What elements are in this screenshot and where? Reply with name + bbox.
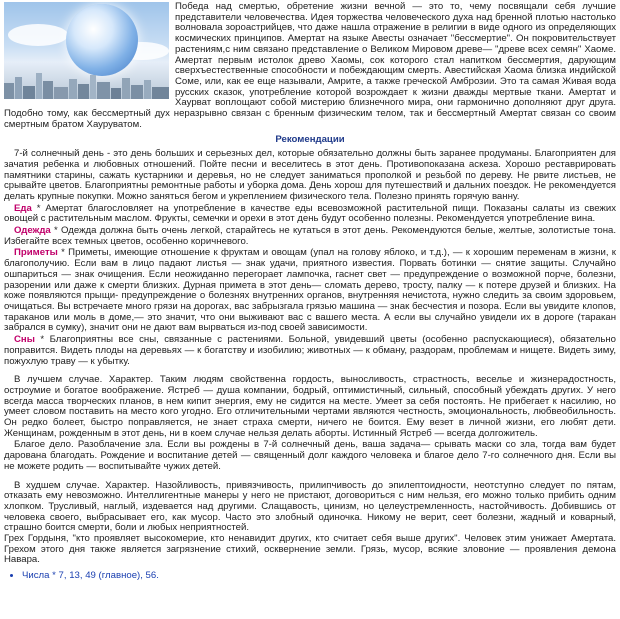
clothes-text: * Одежда должна быть очень легкой, старайтесь не кутаться в этот день. Рекомендуются белые, желтые, золотистые тона. Избегайте всех темных цветов, особенно коричневого. xyxy=(4,225,616,247)
worst-case-paragraph: В худшем случае. Характер. Назойливость, привязчивость, прилипчивость до эпилептоидности, неотступно следует по пятам, отказать ему невозможно. Интеллигентные манеры у него не пристают, договориться с ним нельзя, его можно только прибить одним хлопком. Трусливый, наглый, издевается над другими. Слащавость, цинизм, но целеустремленность, настойчивость. Добившись от человека своего, выбрасывает его, как мусор. Часто это злобный одиночка. Никому не верит, сеет болезни, жадный и коварный, страшно боится смерти, боли и любых неприятностей. xyxy=(4,479,616,534)
header-image xyxy=(4,2,169,99)
clothes-label: Одежда xyxy=(14,225,51,237)
clothes-section xyxy=(4,226,616,247)
numbers-list xyxy=(22,571,616,582)
globe-image xyxy=(66,4,138,76)
intro-text: Победа над смертью, обретение жизни вечной — это то, чему посвящали себя лучшие представители человечества. Идея торжества человеческого духа над бренной плотью настолько волновала зороастрийцев, что даже нашла отражение в религии в виде одного из определяющих космических принципов. Амертат на языке Авесты означает "бессмертие". Он покровительствует растениям,с ним связано представление о Великом Мировом древе— "древе всех семян" Хаоме. Амертат первым истолок древо Хаомы, сок которого стал напитком бессмертия, дарующим сверхъестественные способности и побеждающим смерть. Авестийская Хаома близка индийской Соме, или, как ее еще называли, Амрите, а также греческой Амброзии. Это та самая Живая вода русских сказок, употребление которой возрождает к жизни дважды мертвые ткани. Амертат и Хаурват воплощают собой мистерию близнечного мира, они гармонично дополняют друг друга. Подобно тому, как бессмертный дух неразрывно связан с бренным физическим телом, так и бессмертный Амертат связан со своим смертным братом Хауруватом. xyxy=(4,1,616,130)
omens-text: * Приметы, имеющие отношение к фруктам и овощам (упал на голову яблоко, и т.д.), — к хорошим переменам в жизни, к благополучию. Если вам в лицо падают листья — знак удачи, приятного известия. Порвать ботинки — снятие защиты. Случайно ошпариться — знак очищения. Если неожиданно перегорает лампочка, гаснет свет — предупреждение о возможной порче, болезни, разорении или даже к смерти близких. Дурная примета в этот день— сломать дерево, тросту, палку — к потере друзей и близких. На коже появляются прыщи- предупреждение о болезнях внутренних органов, внутренняя нечистота, нужно следить за своим здоровьем, очищаться. Вы встречаете много грязи на дорогах, вас забрызгала грязью машина — знак бесчестия и позора. Если вы увидите клопов, тараканов или моль в доме,— это значит, что они выживают вас с вашего места. А если вы случайно увидели их в дороге (таракан забрался в сумку), значит они не дают вам вырваться из-под своей зависимости. xyxy=(4,247,616,334)
best-case-paragraph: В лучшем случае. Характер. Таким людям свойственна гордость, выносливость, страстность, веселье и жизнерадостность, остроумие и богатое воображение. Ястреб — душа компании, бодрый, оптимистичный, сильный, способный убеждать других. У него всегда масса творческих планов, в нем кипит энергия, ему не сидится на месте. Умеет за себя постоять. Не прибегает к насилию, но умеет словом поставить на место кого угодно. Его отличительными чертами являются честность, эмоциональность, любвеобильность. Он редко болеет, быстро поправляется, не знает страха смерти, ничего не боится. Ему везет в личной жизни, его любят дети. Женщинам, рожденным в этот день, ни в коем случае нельзя делать аборты. Истинный Ястреб — всегда долгожитель. xyxy=(4,374,616,439)
city-skyline-image xyxy=(4,69,169,99)
recommendations-heading: Рекомендации xyxy=(275,134,345,146)
sin-paragraph: Грех Гордыня, "кто проявляет высокомерие, кто ненавидит других, кто считает себя выше других". Человек этим унижает Амертата. Грехом этого дня также является загрязнение стихий, осквернение земли. Грязь, мусор, всякие зловоние — проявления демона Навара. xyxy=(4,533,616,566)
dreams-text: * Благоприятны все сны, связанные с растениями. Больной, увидевший цветы (особенно распускающиеся), обязательно поправится. Видеть плоды на деревьях — к богатству и изобилию; животных — к обману, раздорам, проблемам и нищете. Видеть зиму, пожухлую траву — к убытку. xyxy=(4,334,616,367)
dreams-section xyxy=(4,335,616,367)
dreams-label: Сны xyxy=(14,334,35,346)
recommendations-paragraph: 7-й солнечный день - это день больших и серьезных дел, которые обязательно должны быть заранее продуманы. Благоприятен для зачатия ребенка и любовных отношений. Пойте песни и веселитесь в этот день. Противопоказана аскеза. Хорошо реставрировать памятники старины, сажать кустарники и деревья, но не следует заниматься прополкой и резьбой по дереву. Не рвите листьев, не срывайте цветов. Благоприятны ремонтные работы и уборка дома. День хорош для путешествий и дальних поездок. Не рекомендуется делать крупные покупки. Можно заняться бегом и укреплением физического тела. Полезно принять горячую ванну. xyxy=(4,148,616,202)
food-text: * Амертат благословляет на употребление в качестве еды всевозможной растительной пищи. Показаны салаты из свежих овощей с растительным маслом. Фрукты, семечки и орехи в этот день будут особенно полезны. Рекомендуется употребление вина. xyxy=(4,202,616,225)
cloud-shape xyxy=(8,24,68,46)
good-deed-paragraph: Благое дело. Разоблачение зла. Если вы рождены в 7-й солнечный день, ваша задача— срывать маски со зла, тогда вам будет дарована благодать. Рождение и воспитание детей — священный долг каждого человека и благое дело 7-го солнечного дня. Если вы не можете родить — воспитывайте чужих детей. xyxy=(4,439,616,472)
food-section xyxy=(4,204,616,225)
list-item xyxy=(22,571,616,582)
omens-label: Приметы xyxy=(14,247,58,259)
numbers-link[interactable]: Числа * 7, 13, 49 (главное), 56. xyxy=(22,570,159,582)
food-label: Еда xyxy=(14,202,32,214)
omens-section xyxy=(4,248,616,334)
